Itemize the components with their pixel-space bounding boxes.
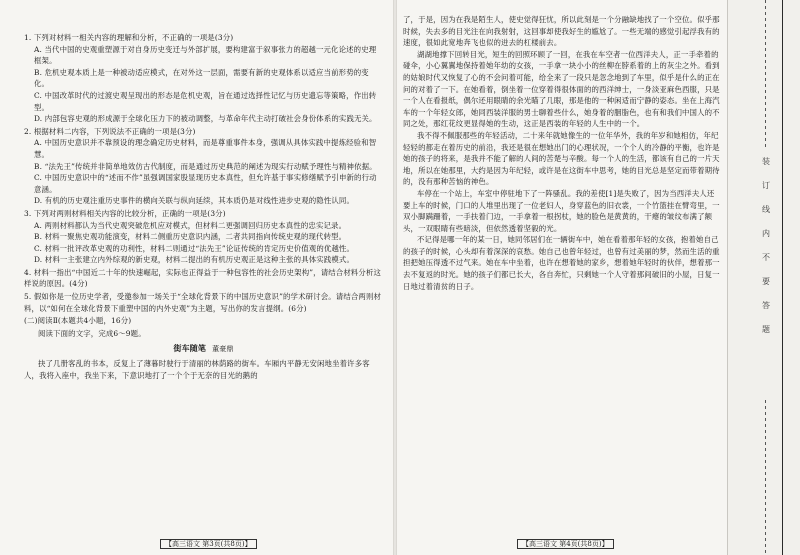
page-3-footer-text: 【高三语文 第3页(共8页)】 (160, 539, 257, 549)
essay-paragraph: 车停在一个站上，车室中停驻地下了一阵骚乱。我的差使[1]是失败了，因为当西洋夫人还要上车的时候，门口的人堆里出现了一位老妇人，身穿蓝色的旧衣裳，一个竹篮挂在臂弯里，一双小脚蹒跚着，一手扶着门边，一手拿着一根拐杖，她的脸色是黄黄的，干瘪的皱纹布满了额头，一双眼睛有些暗淡，但依然透着坚毅的光。 (403, 188, 720, 233)
question-1 (24, 32, 383, 125)
essay-paragraph: 湖湖地撑下回转目光，短生的回照环顾了一回，在我在车空者一位西洋夫人，正一手牵着的碰伞，小心翼翼地保持着她年幼的女孩，一手拿一块小小的丝柳在脖系着的上的灰尘之外。看到的姑娘时代又恢复了心的不会问着可能，给全来了一段只是忽念地到了车里，似乎是什么的正在问的对着了一下。在她看着，倒坐着一位穿着得很体面的的西洋绅士，一身淡亚麻色西服，只是一个人在看报纸，偶尔还用眼睛的余光瞄了几眼，那是他的一种闲适而宁静的姿态。坐在上海汽车的一个年轻女郎，她同西装洋服的男士聊着些什么，她身着的胭脂色，也有和我们中国人的不同之处，那红花纹更显得她的生动，这正是西装的年轻的人生中的一个。 (403, 49, 720, 129)
right-column (403, 14, 721, 292)
binding-dash-bottom (765, 400, 766, 555)
section-heading: (二)阅读Ⅱ(本题共4小题，16分) (24, 316, 132, 326)
essay-paragraph: 我不得不佩服那些的年轻活动，二十来年就她像生的一位年华外，我的年岁和她相仿，年纪轻轻的都走在着历史的前沿，我还是很在想她出门的心理状况，一个个人的冷静的平衡，也许是她的孩子的将来，是我并不能了解的人间的苦楚与辛酸。每一个人的生活，都该有自己的一片天地，所以在她那里，大约是因为年纪轻，或许是在这街车中思考，她的目光总是坚定而带着期待的，没有那种苦恼的神色。 (403, 130, 720, 187)
question-5: 5. 假如你是一位历史学者，受邀参加一场关于“全球化背景下的中国历史意识”的学术研讨会。请结合两则材料，以“如何在全球化背景下重塑中国的内外史观”为主题，写出你的发言提纲。(6分) (24, 292, 382, 313)
question-3 (24, 208, 383, 266)
question-1-stem: 1. 下列对材料一相关内容的理解和分析，不正确的一项是(3分) (24, 33, 234, 42)
option-d: D. 材料一主张建立内外综观的新史观，材料二提出的有机历史观正是这种主张的具体实践模式。 (34, 255, 354, 265)
option-b: B. 危机史观本质上是一种被动适应模式，在对外这一层面，需要有新的史观体系以适应当前形势的变化。 (34, 67, 369, 89)
option-a: A. 当代中国的史观重塑源于对自身历史变迁与外部扩展，要构建富于叙事张力的超越一元化论述的史理框架。 (34, 44, 377, 66)
page-3 (0, 0, 393, 555)
binding-margin (727, 0, 800, 555)
reading-instruction: 阅读下面的文字，完成6～9题。 (38, 328, 146, 338)
option-b: B. 材料一聚焦史观功能演变，材料二侧重历史意识内涵，二者共同指向传统史观的现代转型。 (34, 232, 347, 242)
option-c: C. 中国改革时代的过渡史观呈现出的形态是危机史观，旨在通过选择性记忆与历史遗忘等策略，作出转型。 (34, 90, 377, 112)
essay-opening: 抉了几册客乱的书本，反复上了薄暮时驶行于清丽的林荫路的街车。车厢内平静无安闲地坐着许多客人，我将入座中，我坐下来，下意识地打了一个个于无奈的目光的鹅的 (24, 359, 370, 380)
essay-paragraph: 了，于是，因为在我是陌生人，使史觉得狂忧，所以此刻是一个分融缺地找了一个空位。似乎那时候，失去多的目光注在向我射射，这回事却使我好生的尴尬了。一些无端的感觉引起浮我有的速度，很如此宽地奔飞也似的迸去的杠楼前去。 (403, 15, 720, 48)
left-column (24, 32, 383, 381)
binding-line (782, 0, 783, 555)
option-b: B. “法先王”传统并非简单地效仿古代制度，而是通过历史典范的阐述为现实行动赋予理性与精神依据。 (34, 161, 377, 171)
page-4-footer (517, 539, 614, 549)
page-3-footer (160, 539, 257, 549)
essay-author: 董豪鼎 (212, 345, 234, 354)
question-3-stem: 3. 下列对两则材料相关内容的比较分析，正确的一项是(3分) (24, 208, 226, 218)
essay-title-text: 街车随笔 (173, 343, 207, 354)
option-d: D. 内部包容史观的形成源于全球化压力下的被动调整，与革命年代主动打破社会身份体系的实践无关。 (34, 114, 377, 124)
question-4: 4. 材料一指出“中国近二十年的快速崛起，实际也正得益于一种包容性的社会历史架构”，请结合材料分析这样说的原因。(4分) (24, 267, 382, 289)
option-c: C. 材料一批评改革史观的功利性，材料二则通过“法先王”论证传统的肯定历史价值观的优越性。 (34, 243, 355, 253)
option-d: D. 有机的历史观注重历史事件的横向关联与纵向延续，其本质仍是对线性进步史观的隐性认同。 (34, 196, 354, 206)
option-a: A. 中国历史意识并不靠预设的理念确定历史材料，而是尊重事件本身，强调从具体实践中提炼经验和智慧。 (34, 138, 377, 159)
page-4-footer-text: 【高三语文 第4页(共8页)】 (517, 539, 614, 549)
option-a: A. 两则材料都认为当代史观突破危机应对模式，但材料二更强调回归历史本真性的忠实记录。 (34, 220, 347, 230)
binding-notice: 装 订 线 内 不 要 答 题 (762, 157, 770, 334)
option-c: C. 中国历史意识中的“述而不作”虽强调国家股显现历史本真性，但允许基于事实修缮赋予引申新的行动意涵。 (34, 173, 377, 194)
page-4 (397, 0, 727, 555)
binding-dash-top (765, 0, 766, 150)
essay-paragraph: 不记得是哪一年的某一日，她同邻居们在一辆街车中，她在看着那年轻的女孩，抱着她自己的孩子的时候，心头却有着深深的哀愁。她自己也曾年轻过，也曾有过美丽的梦，然而生活的重担把她压得透不过气来。她在车中坐着，也许在想着她的家乡，想着她年轻时的伙伴，想着那一去不复返的时光。她的孩子们都已长大，各自奔忙，只剩她一个人守着那间破旧的小屋，日复一日地过着清贫的日子。 (403, 235, 720, 291)
question-2-stem: 2. 根据材料二内容，下列说法不正确的一项是(3分) (24, 126, 196, 136)
question-2 (24, 126, 383, 207)
essay-title (24, 343, 383, 356)
